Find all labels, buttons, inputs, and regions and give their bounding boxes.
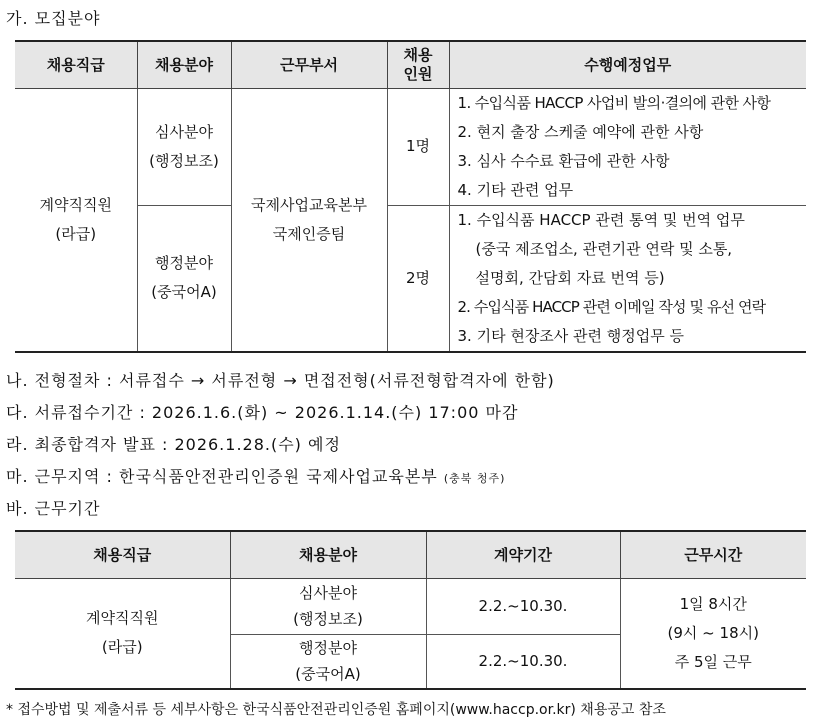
hours-cell xyxy=(620,578,806,689)
count-cell: 1명 xyxy=(387,88,449,205)
duty-item: 3. 기타 현장조사 관련 행정업무 등 xyxy=(457,326,685,345)
duty-item: 설명회, 간담회 자료 번역 등) xyxy=(475,268,665,287)
table-header-row xyxy=(15,531,806,578)
rank-grade: (라급) xyxy=(55,224,97,243)
header-dept: 근무부서 xyxy=(231,41,387,88)
rank-label: 계약직직원 xyxy=(39,195,112,214)
field-label: 행정분야 xyxy=(299,639,357,658)
duty-item: 2. 수입식품 HACCP 관련 이메일 작성 및 유선 연락 xyxy=(457,297,766,316)
recruitment-table xyxy=(15,40,806,353)
dept-team: 국제인증팀 xyxy=(272,224,346,243)
table-row xyxy=(15,88,806,205)
period-cell: 2.2.~10.30. xyxy=(426,634,620,689)
rank-label: 계약직직원 xyxy=(86,609,159,628)
duty-item: (중국 제조업소, 관련기관 연락 및 소통, xyxy=(475,239,733,258)
line-selection-process: 나. 전형절차 : 서류접수 → 서류전형 → 면접전형(서류전형합격자에 한함) xyxy=(6,371,555,390)
work-location-text: 마. 근무지역 : 한국식품안전관리인증원 국제사업교육본부 xyxy=(6,467,438,486)
field-cell xyxy=(137,88,231,205)
duty-item: 2. 현지 출장 스케줄 예약에 관한 사항 xyxy=(457,122,704,141)
hours-range: (9시 ~ 18시) xyxy=(667,623,759,642)
header-rank: 채용직급 xyxy=(15,531,230,578)
table-row xyxy=(15,578,806,634)
field-label: 행정분야 xyxy=(155,254,213,272)
duty-item: 1. 수입식품 HACCP 관련 통역 및 번역 업무 xyxy=(457,210,745,229)
table-header-row xyxy=(15,41,806,88)
field-label: 심사분야 xyxy=(299,584,357,602)
hours-daily: 1일 8시간 xyxy=(679,594,747,613)
line-work-location xyxy=(6,464,505,487)
count-cell: 2명 xyxy=(387,205,449,352)
rank-cell xyxy=(15,88,137,352)
field-label: 심사분야 xyxy=(155,122,213,141)
duty-item: 1. 수입식품 HACCP 사업비 발의·결의에 관한 사항 xyxy=(457,93,771,112)
work-location-note: (충북 청주) xyxy=(443,472,506,485)
line-application-period: 다. 서류접수기간 : 2026.1.6.(화) ~ 2026.1.14.(수) 17:00 마감 xyxy=(6,403,519,422)
header-hours: 근무시간 xyxy=(620,531,806,578)
field-sub: (중국어A) xyxy=(151,283,217,301)
work-period-table xyxy=(15,530,806,690)
field-cell xyxy=(137,205,231,352)
section-heading-recruitment: 가. 모집분야 xyxy=(6,9,101,28)
footnote: * 접수방법 및 제출서류 등 세부사항은 한국식품안전관리인증원 홈페이지(www.haccp.or.kr) 채용공고 참조 xyxy=(6,702,666,718)
header-field: 채용분야 xyxy=(230,531,426,578)
field-cell xyxy=(230,578,426,634)
dept-label: 국제사업교육본부 xyxy=(251,195,367,214)
header-rank: 채용직급 xyxy=(15,41,137,88)
field-sub: (중국어A) xyxy=(295,665,361,684)
duty-item: 3. 심사 수수료 환급에 관한 사항 xyxy=(457,151,670,170)
line-work-period: 바. 근무기간 xyxy=(6,499,101,518)
header-duties: 수행예정업무 xyxy=(449,41,806,88)
header-period: 계약기간 xyxy=(426,531,620,578)
header-count: 채용 인원 xyxy=(387,41,449,88)
duty-item: 4. 기타 관련 업무 xyxy=(457,180,574,199)
field-sub: (행정보조) xyxy=(149,151,219,170)
duties-cell xyxy=(449,88,806,205)
duties-cell xyxy=(449,205,806,352)
rank-grade: (라급) xyxy=(101,638,143,657)
field-sub: (행정보조) xyxy=(293,610,363,628)
line-announcement: 라. 최종합격자 발표 : 2026.1.28.(수) 예정 xyxy=(6,435,341,454)
hours-weekly: 주 5일 근무 xyxy=(674,652,752,671)
field-cell xyxy=(230,634,426,689)
period-cell: 2.2.~10.30. xyxy=(426,578,620,634)
rank-cell xyxy=(15,578,230,689)
header-field: 채용분야 xyxy=(137,41,231,88)
dept-cell xyxy=(231,88,387,352)
